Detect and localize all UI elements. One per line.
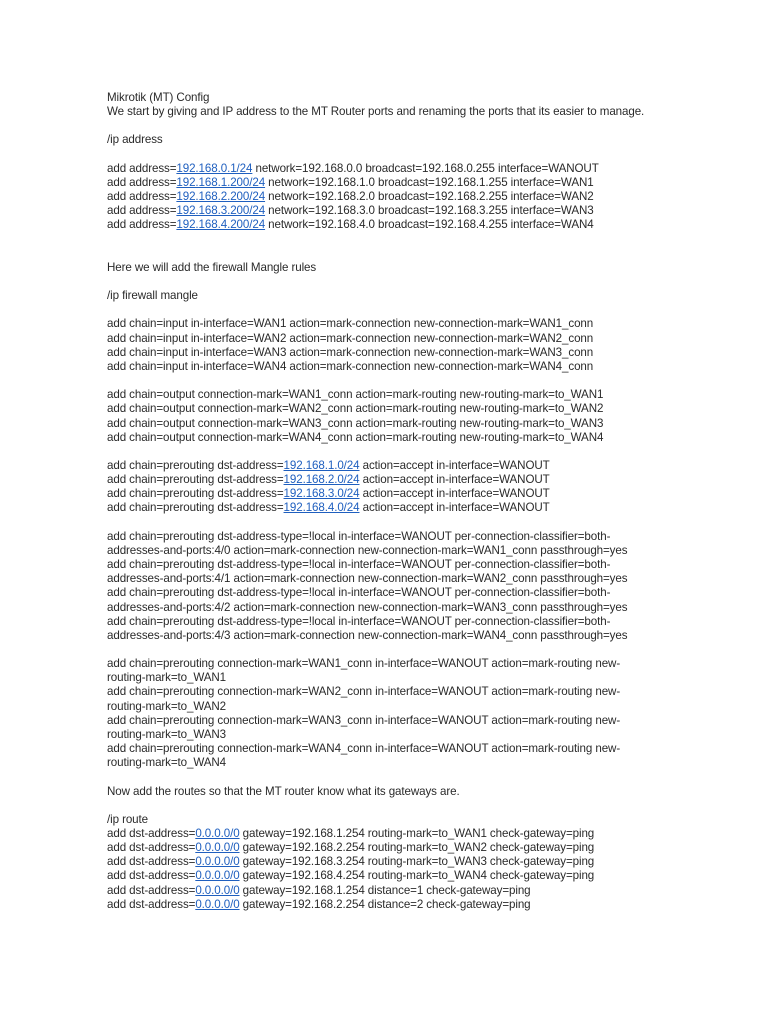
blank-line <box>107 516 667 530</box>
text-span: add chain=prerouting dst-address= <box>107 473 284 487</box>
text-line: /ip route <box>107 812 148 826</box>
text-span: add dst-address= <box>107 841 196 855</box>
text-span: gateway=192.168.4.254 routing-mark=to_WAN4 check-gateway=ping <box>239 869 595 883</box>
ip-link[interactable]: 0.0.0.0/0 <box>195 841 240 855</box>
blank-line <box>107 643 667 657</box>
text-line <box>107 204 667 218</box>
text-span: add address= <box>107 190 177 204</box>
text-line: routing-mark=to_WAN2 <box>107 699 227 713</box>
text-line: add chain=input in-interface=WAN2 action=mark-connection new-connection-mark=WAN2_conn <box>107 331 594 345</box>
text-span: network=192.168.0.0 broadcast=192.168.0.255 interface=WANOUT <box>252 161 599 175</box>
text-line <box>107 473 667 487</box>
text-line: add chain=prerouting dst-address-type=!local in-interface=WANOUT per-connection-classifier=both- <box>107 586 611 600</box>
text-span: network=192.168.4.0 broadcast=192.168.4.255 interface=WAN4 <box>265 218 594 232</box>
text-line: add chain=prerouting dst-address-type=!local in-interface=WANOUT per-connection-classifier=both- <box>107 558 611 572</box>
text-span: gateway=192.168.2.254 routing-mark=to_WAN2 check-gateway=ping <box>239 841 595 855</box>
ip-link[interactable]: 192.168.4.200/24 <box>176 218 266 232</box>
blank-line <box>107 148 667 162</box>
text-line: Now add the routes so that the MT router know what its gateways are. <box>107 784 460 798</box>
text-line: add chain=output connection-mark=WAN2_conn action=mark-routing new-routing-mark=to_WAN2 <box>107 402 604 416</box>
blank-line <box>107 233 667 261</box>
ip-link[interactable]: 192.168.2.0/24 <box>283 473 360 487</box>
text-line: addresses-and-ports:4/2 action=mark-connection new-connection-mark=WAN3_conn passthrough=yes <box>107 600 628 614</box>
text-span: add dst-address= <box>107 869 196 883</box>
text-line <box>107 841 667 855</box>
ip-link[interactable]: 192.168.4.0/24 <box>283 501 360 515</box>
text-line <box>107 884 667 898</box>
text-line <box>107 898 667 912</box>
ip-link[interactable]: 0.0.0.0/0 <box>195 855 240 869</box>
blank-line <box>107 303 667 317</box>
text-line: add chain=prerouting connection-mark=WAN3_conn in-interface=WANOUT action=mark-routing new- <box>107 713 621 727</box>
text-span: gateway=192.168.3.254 routing-mark=to_WAN3 check-gateway=ping <box>239 855 595 869</box>
text-span: add chain=prerouting dst-address= <box>107 487 284 501</box>
text-line: add chain=prerouting connection-mark=WAN4_conn in-interface=WANOUT action=mark-routing new- <box>107 742 621 756</box>
ip-link[interactable]: 0.0.0.0/0 <box>195 826 240 840</box>
ip-link[interactable]: 0.0.0.0/0 <box>195 883 240 897</box>
text-line <box>107 855 667 869</box>
document-body <box>107 91 667 912</box>
text-line: add chain=output connection-mark=WAN3_conn action=mark-routing new-routing-mark=to_WAN3 <box>107 416 604 430</box>
text-line <box>107 218 667 232</box>
text-line <box>107 190 667 204</box>
text-span: add chain=prerouting dst-address= <box>107 501 284 515</box>
text-line: Mikrotik (MT) Config <box>107 91 210 104</box>
blank-line <box>107 275 667 289</box>
text-line <box>107 827 667 841</box>
ip-link[interactable]: 192.168.0.1/24 <box>176 161 253 175</box>
text-line <box>107 501 667 515</box>
text-line <box>107 487 667 501</box>
text-span: add address= <box>107 218 177 232</box>
text-line: /ip firewall mangle <box>107 289 198 303</box>
text-span: gateway=192.168.2.254 distance=2 check-gateway=ping <box>239 897 531 911</box>
ip-link[interactable]: 0.0.0.0/0 <box>195 869 240 883</box>
blank-line <box>107 770 667 784</box>
text-span: action=accept in-interface=WANOUT <box>359 501 550 515</box>
text-line: routing-mark=to_WAN1 <box>107 671 227 685</box>
text-span: network=192.168.1.0 broadcast=192.168.1.255 interface=WAN1 <box>265 175 594 189</box>
text-span: gateway=192.168.1.254 distance=1 check-gateway=ping <box>239 883 531 897</box>
text-line: routing-mark=to_WAN4 <box>107 756 227 770</box>
text-line: Here we will add the firewall Mangle rules <box>107 260 317 274</box>
text-span: network=192.168.3.0 broadcast=192.168.3.255 interface=WAN3 <box>265 204 594 218</box>
text-span: network=192.168.2.0 broadcast=192.168.2.255 interface=WAN2 <box>265 190 594 204</box>
blank-line <box>107 445 667 459</box>
text-line <box>107 869 667 883</box>
text-span: add dst-address= <box>107 883 196 897</box>
text-line <box>107 176 667 190</box>
text-line: add chain=output connection-mark=WAN1_conn action=mark-routing new-routing-mark=to_WAN1 <box>107 388 604 402</box>
blank-line <box>107 799 667 813</box>
text-line <box>107 162 667 176</box>
text-line: /ip address <box>107 133 163 147</box>
text-span: gateway=192.168.1.254 routing-mark=to_WAN1 check-gateway=ping <box>239 826 595 840</box>
text-line <box>107 459 667 473</box>
text-span: action=accept in-interface=WANOUT <box>359 487 550 501</box>
ip-link[interactable]: 192.168.1.0/24 <box>283 458 360 472</box>
text-span: add dst-address= <box>107 826 196 840</box>
text-line: addresses-and-ports:4/1 action=mark-connection new-connection-mark=WAN2_conn passthrough=yes <box>107 572 628 586</box>
text-line: add chain=input in-interface=WAN4 action=mark-connection new-connection-mark=WAN4_conn <box>107 359 594 373</box>
text-line: addresses-and-ports:4/0 action=mark-connection new-connection-mark=WAN1_conn passthrough=yes <box>107 543 628 557</box>
text-span: add dst-address= <box>107 855 196 869</box>
blank-line <box>107 119 667 133</box>
text-span: add dst-address= <box>107 897 196 911</box>
text-line: addresses-and-ports:4/3 action=mark-connection new-connection-mark=WAN4_conn passthrough=yes <box>107 628 628 642</box>
text-span: add address= <box>107 161 177 175</box>
text-span: add address= <box>107 175 177 189</box>
text-span: add address= <box>107 204 177 218</box>
ip-link[interactable]: 192.168.3.0/24 <box>283 487 360 501</box>
text-line: add chain=prerouting dst-address-type=!local in-interface=WANOUT per-connection-classifier=both- <box>107 529 611 543</box>
text-line: We start by giving and IP address to the MT Router ports and renaming the ports that its easier to manage. <box>107 105 645 119</box>
text-span: action=accept in-interface=WANOUT <box>359 473 550 487</box>
text-line: routing-mark=to_WAN3 <box>107 727 227 741</box>
blank-line <box>107 374 667 388</box>
text-span: action=accept in-interface=WANOUT <box>359 458 550 472</box>
ip-link[interactable]: 0.0.0.0/0 <box>195 897 240 911</box>
ip-link[interactable]: 192.168.3.200/24 <box>176 204 266 218</box>
text-line: add chain=prerouting connection-mark=WAN2_conn in-interface=WANOUT action=mark-routing new- <box>107 685 621 699</box>
ip-link[interactable]: 192.168.2.200/24 <box>176 190 266 204</box>
ip-link[interactable]: 192.168.1.200/24 <box>176 175 266 189</box>
text-line: add chain=prerouting dst-address-type=!local in-interface=WANOUT per-connection-classifier=both- <box>107 614 611 628</box>
text-line: add chain=input in-interface=WAN1 action=mark-connection new-connection-mark=WAN1_conn <box>107 317 594 331</box>
text-line: add chain=output connection-mark=WAN4_conn action=mark-routing new-routing-mark=to_WAN4 <box>107 430 604 444</box>
text-line: add chain=input in-interface=WAN3 action=mark-connection new-connection-mark=WAN3_conn <box>107 345 594 359</box>
text-line: add chain=prerouting connection-mark=WAN1_conn in-interface=WANOUT action=mark-routing new- <box>107 657 621 671</box>
text-span: add chain=prerouting dst-address= <box>107 458 284 472</box>
